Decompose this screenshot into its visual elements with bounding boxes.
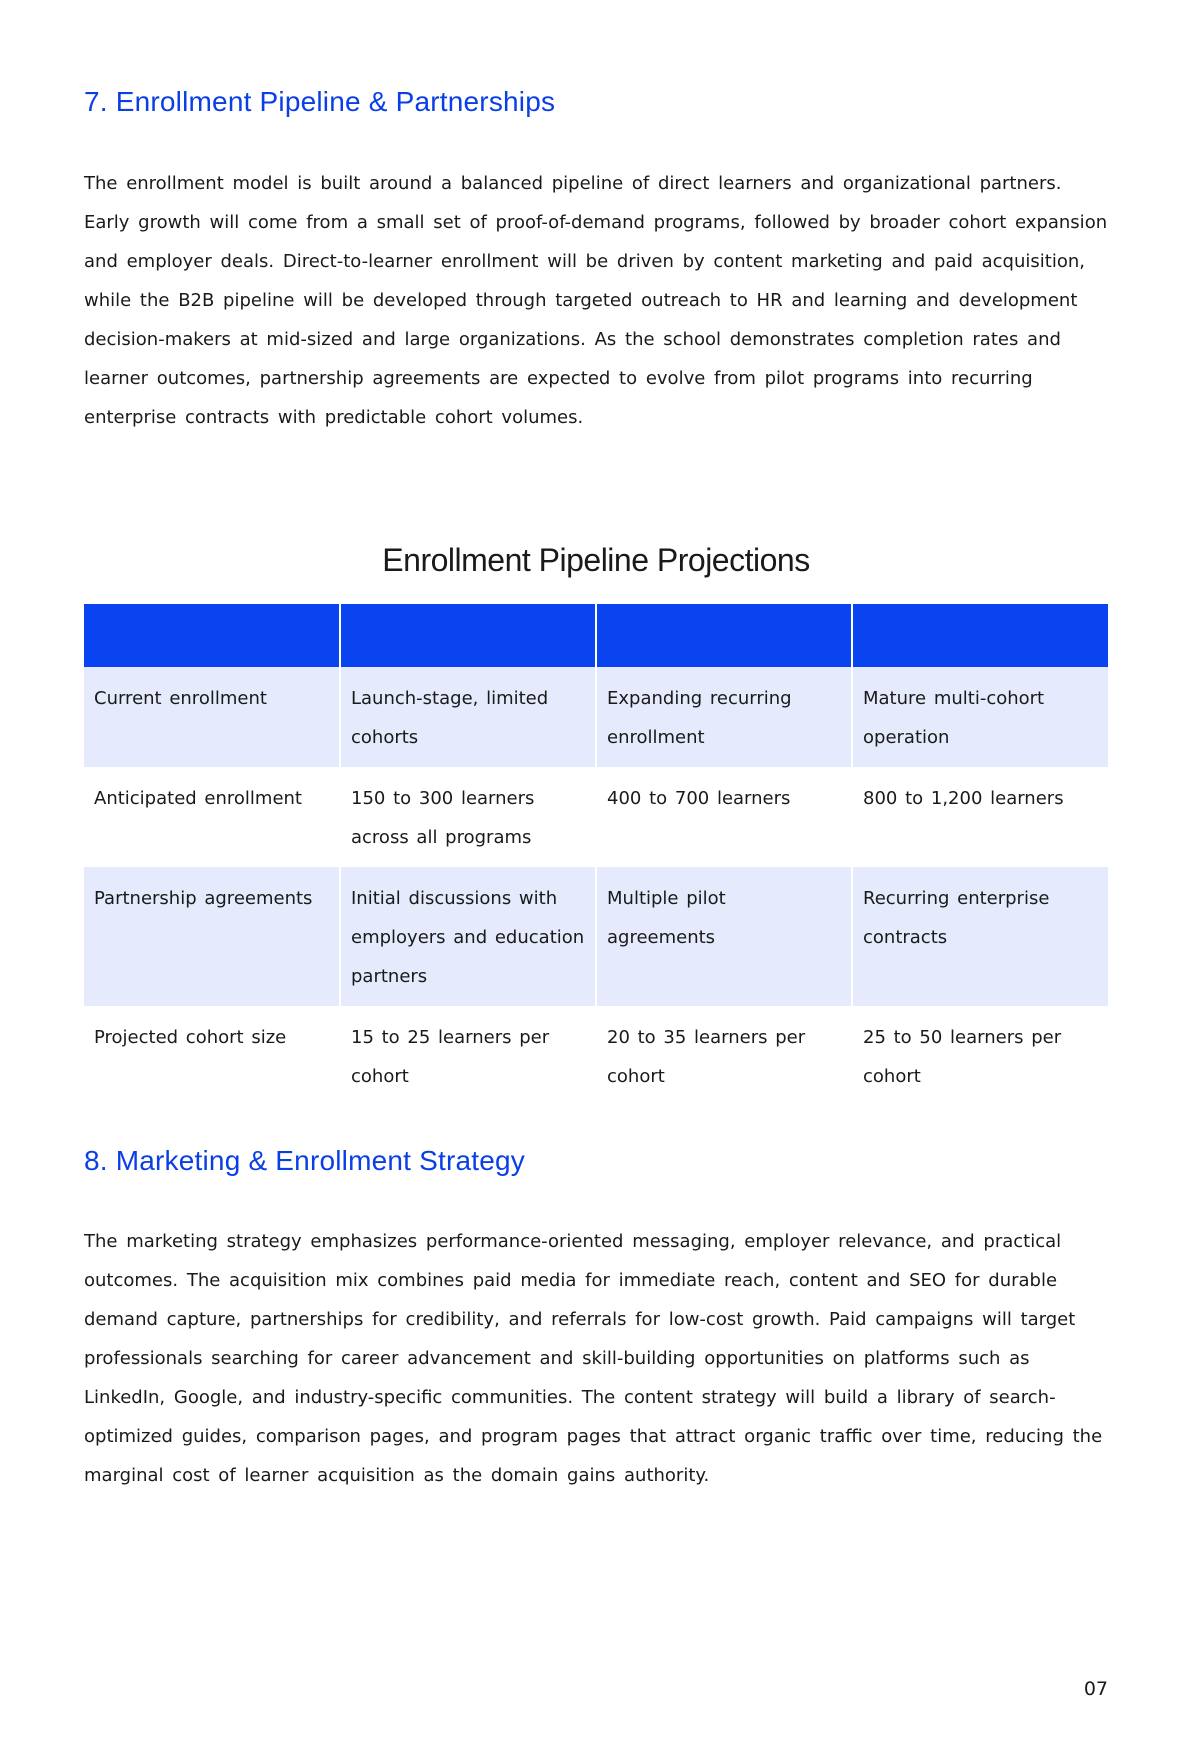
section-8-body: The marketing strategy emphasizes performance-oriented messaging, employer relevance, and practical outcomes. The acquisition mix combines paid media for immediate reach, content and SEO for durable demand capture, partnerships for credibility, and referrals for low-cost growth. Paid campaigns will target professionals searching for career advancement and skill-building opportunities on platforms such as LinkedIn, Google, and industry-specific communities. The content strategy will build a library of search-optimized guides, comparison pages, and program pages that attract organic traffic over time, reducing the marginal cost of learner acquisition as the domain gains authority. [84, 1231, 1103, 1486]
table-cell: Multiple pilot agreements [596, 867, 852, 1006]
table-row [84, 667, 1108, 767]
row-label: Anticipated enrollment [94, 788, 302, 809]
table-cell: 25 to 50 learners per cohort [852, 1006, 1108, 1106]
table-header-cell [596, 604, 852, 667]
table-row [84, 1006, 1108, 1106]
table-cell: Launch-stage, limited cohorts [340, 667, 596, 767]
table-cell: Initial discussions with employers and education partners [340, 867, 596, 1006]
row-label: Partnership agreements [84, 867, 340, 1006]
table-cell: 800 to 1,200 learners [852, 767, 1108, 867]
table-cell: 20 to 35 learners per cohort [596, 1006, 852, 1106]
table-header-row [84, 604, 1108, 667]
table-row [84, 867, 1108, 1006]
table-cell: Mature multi-cohort operation [852, 667, 1108, 767]
table-header-cell [84, 604, 340, 667]
table-cell: 15 to 25 learners per cohort [340, 1006, 596, 1106]
row-label: Current enrollment [84, 667, 340, 767]
table-cell: Expanding recurring enrollment [596, 667, 852, 767]
table-row [84, 767, 1108, 867]
page-number: 07 [1083, 1678, 1108, 1700]
row-label: Projected cohort size [94, 1027, 287, 1048]
table-cell: 150 to 300 learners across all programs [340, 767, 596, 867]
table-title: Enrollment Pipeline Projections [382, 542, 810, 578]
table-cell: Recurring enterprise contracts [852, 867, 1108, 1006]
section-7-body: The enrollment model is built around a balanced pipeline of direct learners and organizational partners. Early growth will come from a small set of proof-of-demand programs, followed by broader cohort expansion and employer deals. Direct-to-learner enrollment will be driven by content marketing and paid acquisition, while the B2B pipeline will be developed through targeted outreach to HR and learning and development decision-makers at mid-sized and large organizations. As the school demonstrates completion rates and learner outcomes, partnership agreements are expected to evolve from pilot programs into recurring enterprise contracts with predictable cohort volumes. [84, 173, 1108, 428]
enrollment-pipeline-table [84, 604, 1108, 1106]
table-cell: 400 to 700 learners [596, 767, 852, 867]
table-header-cell [852, 604, 1108, 667]
section-7-heading: 7. Enrollment Pipeline & Partnerships [84, 86, 556, 117]
table-header-cell [340, 604, 596, 667]
section-8-heading: 8. Marketing & Enrollment Strategy [84, 1145, 525, 1176]
